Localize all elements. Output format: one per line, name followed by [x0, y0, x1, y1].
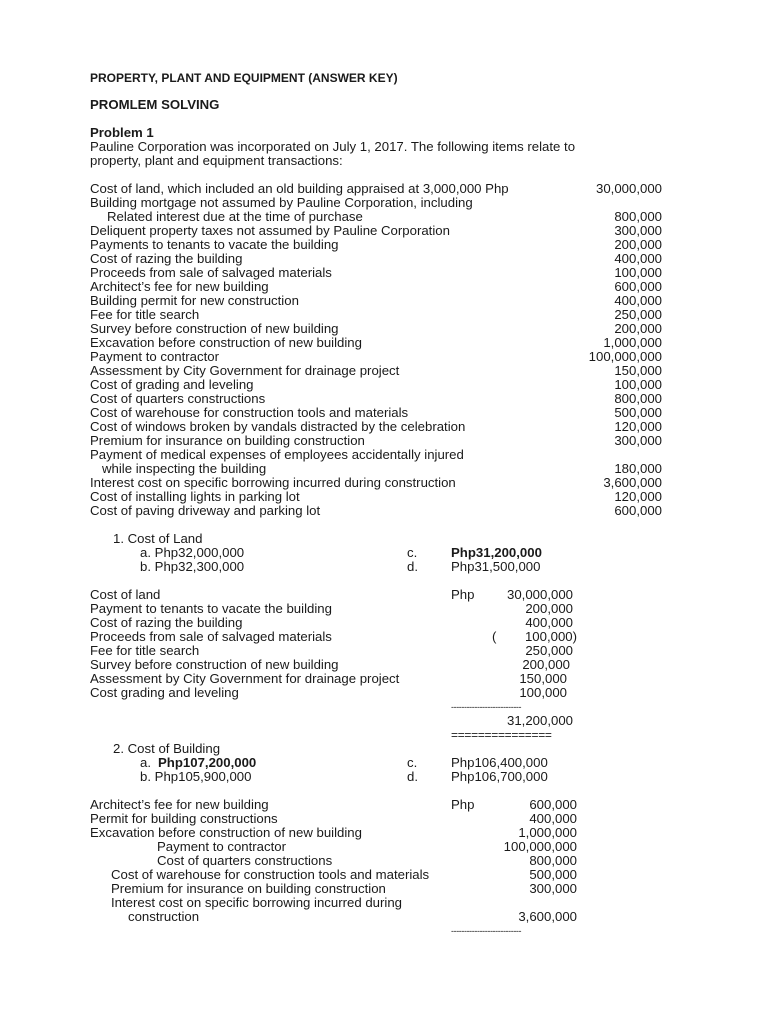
solution-label: Payment to tenants to vacate the building [90, 601, 332, 616]
item-amount: 120,000 [614, 419, 662, 434]
item-amount: 200,000 [614, 237, 662, 252]
choice-c-letter: c. [407, 545, 418, 560]
currency-label: Php [451, 587, 475, 602]
choice-d-letter: d. [407, 559, 418, 574]
item-label: Payment of medical expenses of employees accidentally injured [90, 447, 464, 462]
item-label: Cost of land, which included an old building appraised at 3,000,000 Php [90, 181, 509, 196]
rule-single: --------------------------- [451, 926, 522, 936]
choice-c: Php106,400,000 [451, 755, 548, 770]
solution-label: construction [128, 909, 200, 924]
item-amount: 800,000 [614, 391, 662, 406]
solution-amount: 1,000,000 [518, 825, 577, 840]
item-amount: 120,000 [614, 489, 662, 504]
paren-open: ( [492, 629, 497, 644]
problem-intro-line: property, plant and equipment transactions: [90, 153, 343, 168]
solution-amount: 600,000 [529, 797, 577, 812]
solution-amount: 30,000,000 [506, 587, 573, 602]
solution-label: Architect’s fee for new building [90, 797, 269, 812]
item-label: Cost of paving driveway and parking lot [90, 503, 321, 518]
item-amount: 300,000 [614, 433, 662, 448]
item-label: Building mortgage not assumed by Pauline Corporation, including [90, 195, 473, 210]
item-amount: 500,000 [614, 405, 662, 420]
item-label: Cost of warehouse for construction tools and materials [90, 405, 409, 420]
problem-intro-line: Pauline Corporation was incorporated on July 1, 2017. The following items relate to [90, 139, 576, 154]
solution-label: Cost grading and leveling [90, 685, 239, 700]
solution-amount: 400,000 [529, 811, 577, 826]
solution-label: Cost of razing the building [90, 615, 243, 630]
solution-amount: 400,000 [525, 615, 573, 630]
item-amount: 150,000 [614, 363, 662, 378]
item-label: Related interest due at the time of purchase [107, 209, 363, 224]
item-amount: 400,000 [614, 293, 662, 308]
solution-amount: 200,000 [522, 657, 570, 672]
item-amount: 600,000 [614, 503, 662, 518]
solution-label: Assessment by City Government for drainage project [90, 671, 400, 686]
choice-d-letter: d. [407, 769, 418, 784]
item-amount: 100,000 [614, 265, 662, 280]
choice-a-letter: a. [140, 755, 151, 770]
item-amount: 800,000 [614, 209, 662, 224]
choice-a: a. Php32,000,000 [140, 545, 245, 560]
item-label: Cost of installing lights in parking lot [90, 489, 300, 504]
item-label: Interest cost on specific borrowing incurred during construction [90, 475, 456, 490]
choice-a-answer: Php107,200,000 [158, 755, 257, 770]
item-label: Cost of razing the building [90, 251, 243, 266]
item-label: Architect’s fee for new building [90, 279, 269, 294]
item-label: Payments to tenants to vacate the building [90, 237, 339, 252]
solution-label: Permit for building constructions [90, 811, 278, 826]
item-amount: 250,000 [614, 307, 662, 322]
choice-c-letter: c. [407, 755, 418, 770]
question-2-title: 2. Cost of Building [113, 741, 221, 756]
solution-amount: 250,000 [525, 643, 573, 658]
item-amount: 30,000,000 [595, 181, 662, 196]
item-label: Assessment by City Government for drainage project [90, 363, 400, 378]
solution-label: Cost of warehouse for construction tools and materials [111, 867, 430, 882]
solution-amount: 800,000 [529, 853, 577, 868]
document-title: PROPERTY, PLANT AND EQUIPMENT (ANSWER KEY) [90, 71, 398, 85]
item-amount: 180,000 [614, 461, 662, 476]
item-amount: 3,600,000 [603, 475, 662, 490]
item-label: Building permit for new construction [90, 293, 299, 308]
item-label: Deliquent property taxes not assumed by Pauline Corporation [90, 223, 450, 238]
solution-amount: 100,000 [519, 685, 567, 700]
item-label: Payment to contractor [90, 349, 220, 364]
choice-c-answer: Php31,200,000 [451, 545, 542, 560]
solution-label: Fee for title search [90, 643, 200, 658]
item-amount: 200,000 [614, 321, 662, 336]
solution-label: Excavation before construction of new building [90, 825, 362, 840]
choice-d: Php31,500,000 [451, 559, 541, 574]
solution-amount: 500,000 [529, 867, 577, 882]
solution-label: Survey before construction of new building [90, 657, 339, 672]
choice-b: b. Php32,300,000 [140, 559, 245, 574]
item-amount: 300,000 [614, 223, 662, 238]
solution-amount: 3,600,000 [518, 909, 577, 924]
rule-double: =============== [451, 728, 552, 742]
solution-label: Proceeds from sale of salvaged materials [90, 629, 332, 644]
item-label: Cost of windows broken by vandals distracted by the celebration [90, 419, 466, 434]
item-label: Premium for insurance on building construction [90, 433, 365, 448]
solution-label: Interest cost on specific borrowing incurred during [111, 895, 403, 910]
item-amount: 600,000 [614, 279, 662, 294]
solution-amount: 150,000 [519, 671, 567, 686]
solution-label: Premium for insurance on building construction [111, 881, 386, 896]
solution-amount: 100,000,000 [503, 839, 577, 854]
problem-heading: Problem 1 [90, 125, 154, 140]
solution-amount: 200,000 [525, 601, 573, 616]
solution-label: Payment to contractor [157, 839, 287, 854]
item-amount: 100,000,000 [588, 349, 662, 364]
item-amount: 100,000 [614, 377, 662, 392]
solution-amount: 100,000) [524, 629, 577, 644]
solution-label: Cost of land [90, 587, 161, 602]
item-label: Fee for title search [90, 307, 200, 322]
item-amount: 1,000,000 [603, 335, 662, 350]
item-label: while inspecting the building [102, 461, 267, 476]
item-label: Cost of grading and leveling [90, 377, 254, 392]
rule-single: --------------------------- [451, 702, 522, 712]
currency-label: Php [451, 797, 475, 812]
choice-b: b. Php105,900,000 [140, 769, 252, 784]
solution-label: Cost of quarters constructions [157, 853, 333, 868]
question-1-title: 1. Cost of Land [113, 531, 203, 546]
item-amount: 400,000 [614, 251, 662, 266]
item-label: Cost of quarters constructions [90, 391, 266, 406]
item-label: Excavation before construction of new building [90, 335, 362, 350]
item-label: Survey before construction of new building [90, 321, 339, 336]
solution-amount: 300,000 [529, 881, 577, 896]
choice-d: Php106,700,000 [451, 769, 548, 784]
total-amount: 31,200,000 [506, 713, 573, 728]
section-heading: PROMLEM SOLVING [90, 97, 220, 112]
item-label: Proceeds from sale of salvaged materials [90, 265, 332, 280]
